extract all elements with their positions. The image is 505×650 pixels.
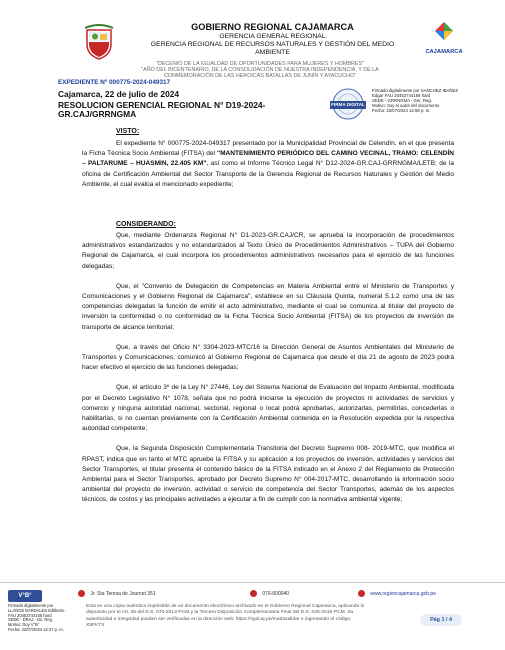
considerando-paragraph-3: Que, a través del Oficio N° 3304-2023-MTC/16 la Dirección General de Asuntos Ambientales del Ministerio de Transportes y Comunicaciones, comunicó al Gobierno Regional de Cajamarca que desde el día 21 de agosto de 2023 podrá hacer efectivo el ejercicio de las funciones delegadas; xyxy=(82,343,454,372)
resolution-number-line-1: RESOLUCION GERENCIAL REGIONAL N° D19-2024- xyxy=(58,100,266,110)
footer-website-link[interactable]: www.regioncajamarca.gob.pe xyxy=(370,590,436,597)
left-signature-line-5: Motivo: Doy V°B° xyxy=(8,622,40,628)
footer-website xyxy=(358,590,436,597)
authenticity-note-line-3: autenticidad e integridad pueden ser verificadas en la dirección web: https://sgdcaj.pe/mad3validar e ingresando el código: xyxy=(86,616,352,622)
signature-line-4: Motivo: Soy el autor del documento xyxy=(372,103,440,108)
considerando-section xyxy=(82,231,454,516)
phone-icon xyxy=(250,590,257,597)
considerando-paragraph-4: Que, el artículo 3º de la Ley N° 27446, Ley del Sistema Nacional de Evaluación del Impacto Ambiental, modificada por el Decreto Legislativo N° 1078, señala que no podrá iniciarse la ejecución de proyectos ni actividades de servicios y comercio y ninguna autoridad nacional, sectorial, regional o local podrá aprobarlas, autorizarlas, permitirlas, concederlas o habilitarlas, si no cuentan previamente con la Certificación Ambiental contenida en la Resolución expedida por la respectiva autoridad competente; xyxy=(82,384,454,433)
left-signature-line-3: FAU 20453744168 hard xyxy=(8,612,52,618)
expediente-number: EXPEDIENTE Nº 000775-2024-049317 xyxy=(58,79,171,86)
document-date: Cajamarca, 22 de julio de 2024 xyxy=(58,89,180,99)
footer-phone xyxy=(250,590,289,597)
authenticity-note xyxy=(86,604,426,630)
considerando-paragraph-2: Que, el "Convenio de Delegación de Competencias en Materia Ambiental entre el Ministerio de Transportes y Comunicaciones y el Gobierno Regional de Cajamarca", establece en su Cláusula Quinta, numeral 5.1.2 como una de las competencias delegadas la función de emitir el acto administrativo, mediante el cual se comunica al titular del proyecto de inversión la conformidad o no conformidad de la Ficha Técnica Socio Ambiental (FITSA) de los proyectos de inversión de transporte de alcance territorial; xyxy=(82,282,454,331)
visto-text-b: , así como el Informe Técnico Legal N° D12-2024-GR.CAJ-GRRNGMA/LETB; de la oficina de Certificación Ambiental del Sector Transporte de la Gerencia Regional de Recursos Naturales y Gestión del Medio Ambiente, el cual evalúa el mencionado expediente; xyxy=(82,160,454,188)
left-signature-line-1: Firmado digitalmente por xyxy=(8,603,54,608)
header-title: GOBIERNO REGIONAL CAJAMARCA xyxy=(191,22,354,32)
left-signature-line-4: SEDE - DRAJ - Dir. Reg. xyxy=(8,617,54,623)
location-icon xyxy=(78,590,85,597)
visto-paragraph xyxy=(82,139,454,200)
digital-signature-seal xyxy=(327,88,369,122)
peru-coat-of-arms-logo xyxy=(84,24,114,60)
verification-code: X9FKTX xyxy=(86,623,105,629)
footer-phone-text: 076-600040 xyxy=(262,590,290,597)
page-number: Pág 1 / 4 xyxy=(430,617,452,623)
slogan-line-2: "AÑO DEL BICENTENARIO, DE LA CONSOLIDACIÓN DE NUESTRA INDEPENDENCIA, Y DE LA xyxy=(141,67,379,73)
header-subtitle-2: GERENCIA REGIONAL DE RECURSOS NATURALES Y GESTIÓN DEL MEDIO AMBIENTE xyxy=(150,41,395,56)
considerando-heading: CONSIDERANDO: xyxy=(116,221,176,228)
resolution-number-line-2: GR.CAJ/GRRNGMA xyxy=(58,109,137,119)
vb-badge-label: V°B° xyxy=(18,593,32,599)
visto-heading: VISTO: xyxy=(116,128,140,135)
footer-divider xyxy=(0,582,505,583)
page-number-badge xyxy=(420,614,462,626)
signature-line-1: Firmado digitalmente por SANCHEZ IBAÑEZ xyxy=(372,88,458,93)
header-subtitle-1: GERENCIA GENERAL REGIONAL xyxy=(219,33,326,40)
footer-address xyxy=(78,590,156,597)
left-signature-details xyxy=(8,604,84,633)
digital-signature-details xyxy=(372,88,492,113)
firma-digital-badge: FIRMA DIGITAL xyxy=(331,101,365,107)
left-signature-line-6: Fecha: 22/07/2024 12:27 p. m. xyxy=(8,626,64,632)
vb-badge xyxy=(8,590,42,602)
signature-line-3: SEDE - GRRNGMA - Ger. Reg. xyxy=(372,98,432,103)
authenticity-note-line-1: Esta es una copia auténtica imprimible de un documento electrónico archivado en el Gobierno Regional Cajamarca, aplicando lo xyxy=(86,604,365,609)
globe-icon xyxy=(358,590,365,597)
visto-text-a: El expediente N° 000775-2024-049317 presentado por la Municipalidad Provincial de Celendín, en el que presenta la Ficha Técnica Socio Ambiental (FITSA) del xyxy=(82,140,454,158)
considerando-paragraph-1: Que, mediante Ordenanza Regional N° D1-2023-GR.CAJ/CR, se aprueba la incorporación de procedimientos administrativos estandarizados y no estandarizados al Texto Único de Procedimientos Administrativos – TUPA del Gobierno Regional de Cajamarca, el cual incorpora los procedimientos administrativos necesarios para el ejercicio de las funciones delegadas; xyxy=(82,232,454,270)
signature-line-5: Fecha: 22/07/2024 12:58 p. m. xyxy=(372,108,431,113)
gobierno-regional-cajamarca-logo xyxy=(420,20,468,62)
considerando-paragraph-5: Que, la Segunda Disposición Complementaria Transitoria del Decreto Supremo 008- 2019-MTC, que modifica el RPAST, indica que en tanto el MTC apruebe la FITSA y su aplicación a los proyectos de inversión, actividades y servicios del Sector Transportes, el titular presenta el contenido básico de la FITSA indicado en el Anexo 2 del Reglamento de Protección Ambiental para el Sector Transportes, aprobado por Decreto Supremo N° 004-2017-MTC, desarrollando la información socio ambiental del proyecto de inversión, actividad o servicio de competencia del Sector Transportes, además de los aspectos técnicos, de costos y las principales actividades a ejecutar a fin de cumplir con la normativa ambiental vigente; xyxy=(82,445,454,504)
slogan-line-1: "DECENIO DE LA IGUALDAD DE OPORTUNIDADES PARA MUJERES Y HOMBRES" xyxy=(155,61,365,67)
authenticity-note-line-2: dispuesto por el Art. 25 del D.S. 070-2013-PCM y la Tercera Disposición Complementaria Final del D.S. 026-2016-PCM. Su xyxy=(86,610,354,616)
left-signature-line-2: LLANOS BARDALES Edilberto xyxy=(8,607,65,613)
footer-address-text: Jr. Sta Teresa de Journet 351 xyxy=(90,590,156,597)
slogan-line-3: CONMEMORACIÓN DE LAS HEROICAS BATALLAS DE JUNÍN Y AYACUCHO" xyxy=(163,73,357,79)
project-name: "MANTENIMIENTO PERIÓDICO DEL CAMINO VECINAL, TRAMO: CELENDÍN – PALTARUME – HUASMIN, 22.405 KM" xyxy=(82,150,454,168)
signature-line-2: Edgar FAU 20453744168 hard xyxy=(372,93,431,98)
logo-text: CAJAMARCA xyxy=(425,49,463,55)
